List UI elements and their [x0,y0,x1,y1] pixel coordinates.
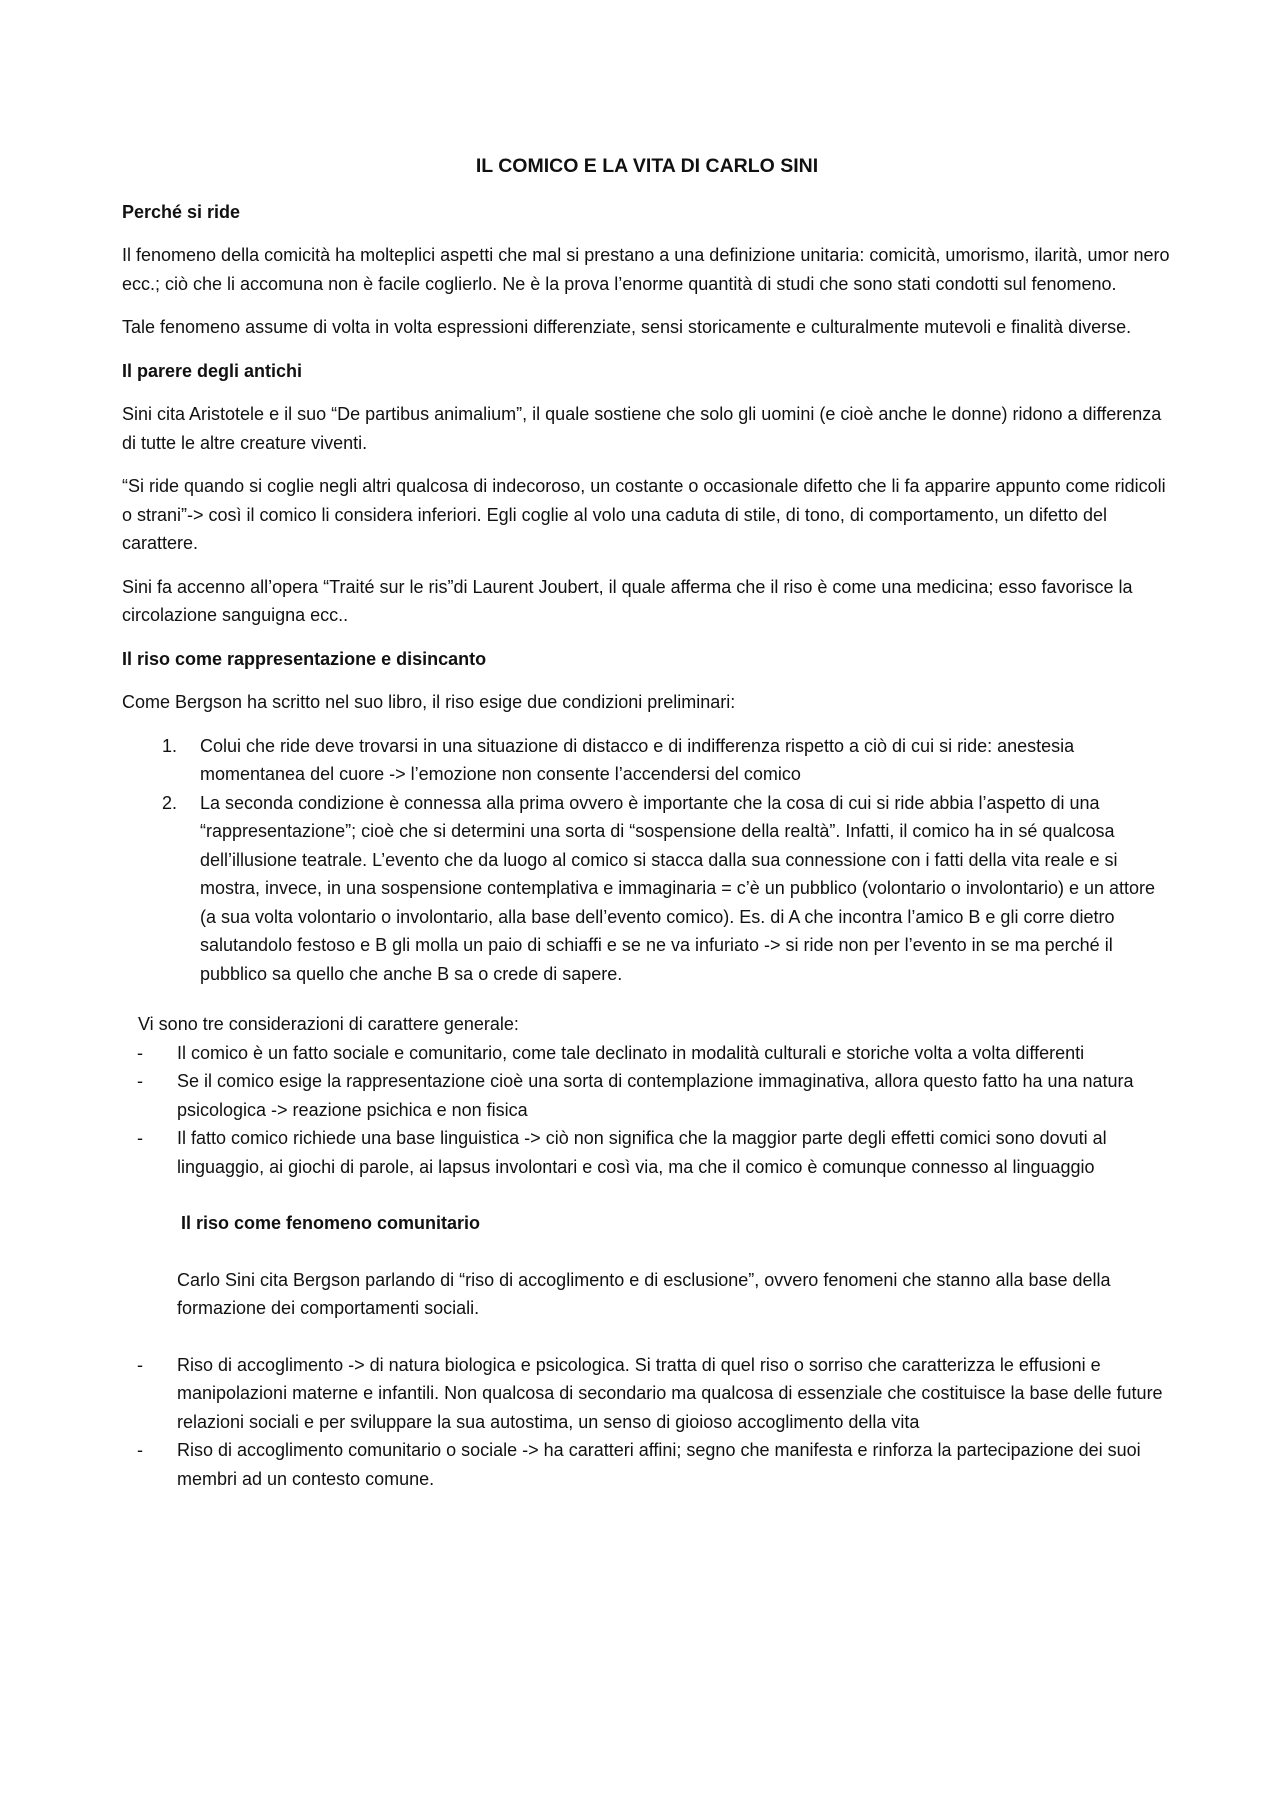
list-item-text: Il comico è un fatto sociale e comunitario, come tale declinato in modalità culturali e storiche volta a volta differenti [177,1042,1085,1063]
list-item-text: Se il comico esige la rappresentazione cioè una sorta di contemplazione immaginativa, allora questo fatto ha una natura psicologica -> reazione psichica e non fisica [177,1071,1134,1120]
page-title: IL COMICO E LA VITA DI CARLO SINI [475,155,819,177]
document-body [122,152,1172,1493]
paragraph: “Si ride quando si coglie negli altri qualcosa di indecoroso, un costante o occasionale difetto che li fa apparire appunto come ridicoli o strani”-> così il comico li considera inferiori. Egli coglie al volo una caduta di stile, di tono, di comportamento, un difetto del carattere. [122,476,1166,553]
list-number: 1. [162,735,178,756]
list-item-text: Colui che ride deve trovarsi in una situazione di distacco e di indifferenza rispetto a ciò di cui si ride: anestesia momentanea del cuore -> l’emozione non consente l’accendersi del comico [200,735,1075,784]
section-heading-perche: Perché si ride [122,201,241,222]
dash-bullet: - [137,1042,143,1063]
dashed-list [122,1351,1172,1494]
paragraph: Carlo Sini cita Bergson parlando di “riso di accoglimento e di esclusione”, ovvero fenomeni che stanno alla base della formazione dei comportamenti sociali. [177,1269,1111,1318]
list-item [137,1351,1172,1437]
paragraph: Sini cita Aristotele e il suo “De partibus animalium”, il quale sostiene che solo gli uomini (e cioè anche le donne) ridono a differenza di tutte le altre creature viventi. [122,404,1162,453]
list-item-text: Riso di accoglimento comunitario o sociale -> ha caratteri affini; segno che manifesta e rinforza la partecipazione dei suoi membri ad un contesto comune. [177,1440,1141,1489]
paragraph: Sini fa accenno all’opera “Traité sur le ris”di Laurent Joubert, il quale afferma che il riso è come una medicina; esso favorisce la circolazione sanguigna ecc.. [122,576,1133,625]
section-heading-rappresentazione: Il riso come rappresentazione e disincanto [122,648,487,669]
dash-bullet: - [137,1071,143,1091]
list-item [137,1067,1172,1124]
numbered-list [122,732,1172,989]
list-item [162,732,1172,789]
list-item-text: Il fatto comico richiede una base linguistica -> ciò non significa che la maggior parte degli effetti comici sono dovuti al linguaggio, ai giochi di parole, ai lapsus involontari e così via, ma che il comico è comunque connesso al linguaggio [177,1128,1107,1177]
list-item [137,1039,1172,1068]
dash-bullet: - [137,1128,143,1148]
list-item-text: Riso di accoglimento -> di natura biologica e psicologica. Si tratta di quel riso o sorriso che caratterizza le effusioni e manipolazioni materne e infantili. Non qualcosa di secondario ma qualcosa di essenziale che costituisce la base delle future relazioni sociali e per sviluppare la sua autostima, un senso di gioioso accoglimento della vita [177,1354,1163,1432]
paragraph: Tale fenomeno assume di volta in volta espressioni differenziate, sensi storicamente e culturalmente mutevoli e finalità diverse. [122,317,1132,337]
section-heading-antichi: Il parere degli antichi [122,360,303,381]
paragraph: Il fenomeno della comicità ha molteplici aspetti che mal si prestano a una definizione unitaria: comicità, umorismo, ilarità, umor nero ecc.; ciò che li accomuna non è facile coglierlo. Ne è la prova l’enorme quantità di studi che sono stati condotti sul fenomeno. [122,245,1170,294]
list-number: 2. [162,792,178,813]
considerazioni-intro: Vi sono tre considerazioni di carattere generale: [138,1014,519,1034]
dash-bullet: - [137,1354,143,1375]
dashed-list [122,1039,1172,1182]
list-item [137,1124,1172,1181]
list-item-text: La seconda condizione è connessa alla prima ovvero è importante che la cosa di cui si ride abbia l’aspetto di una “rappresentazione”; cioè che si determini una sorta di “sospensione della realtà”. Infatti, il comico ha in sé qualcosa dell’illusione teatrale. L’evento che da luogo al comico si stacca dalla sua connessione con i fatti della vita reale e si mostra, invece, in una sospensione contemplativa e immaginaria = c’è un pubblico (volontario o involontario) e un attore (a sua volta volontario o involontario, alla base dell’evento comico). Es. di A che incontra l’amico B e gli corre dietro salutandolo festoso e B gli molla un paio di schiaffi e se ne va infuriato -> si ride non per l’evento in se ma perché il pubblico sa quello che anche B sa o crede di sapere. [200,792,1156,984]
list-item [137,1436,1172,1493]
list-item [162,789,1172,989]
paragraph: Come Bergson ha scritto nel suo libro, il riso esige due condizioni preliminari: [122,692,736,712]
section-heading-comunitario: Il riso come fenomeno comunitario [181,1213,481,1233]
dash-bullet: - [137,1440,143,1460]
